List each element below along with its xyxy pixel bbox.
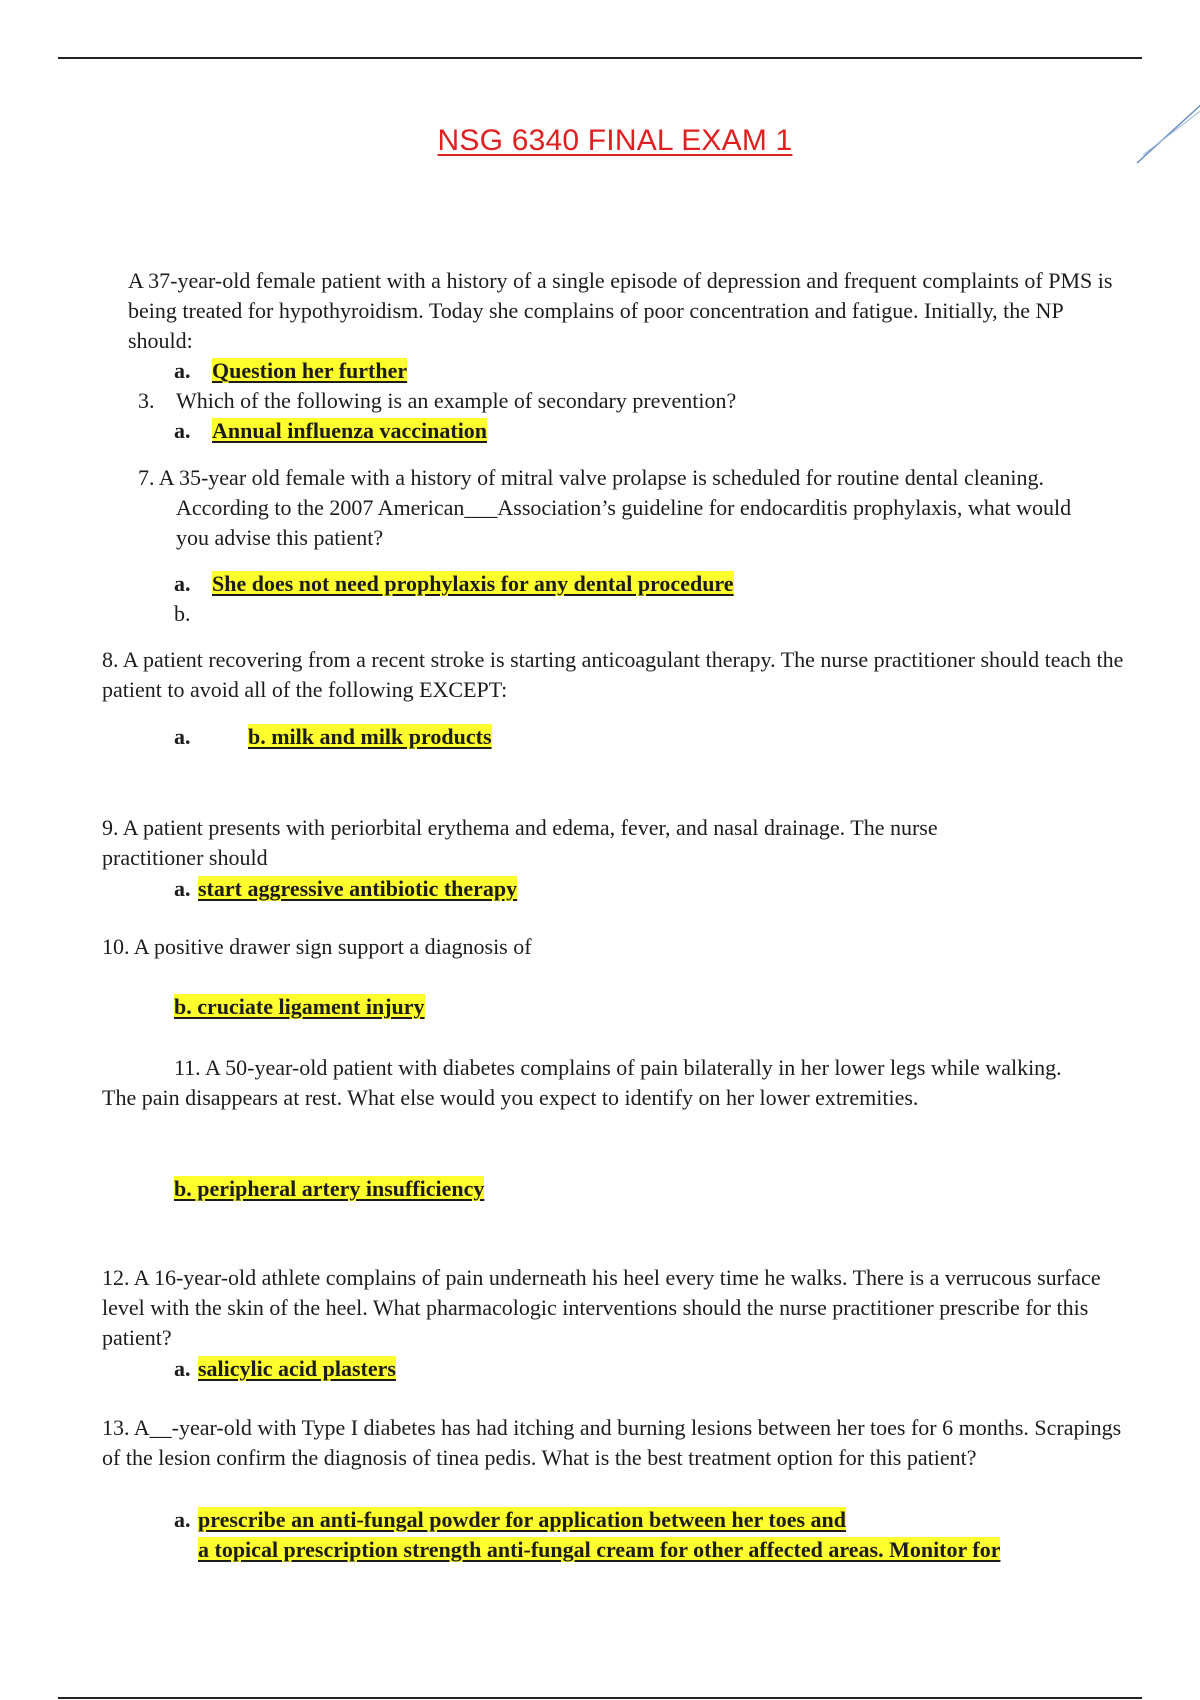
top-rule bbox=[58, 57, 1142, 59]
question-12-text: 12. A 16-year-old athlete complains of pain underneath his heel every time he walks. There is a verrucous surface level with the skin of the heel. What pharmacologic interventions should the nurse practitioner prescribe for this patient? bbox=[102, 1265, 1101, 1350]
question-12-answer: a. salicylic acid plasters bbox=[174, 1356, 396, 1381]
question-11-text: 11. A 50-year-old patient with diabetes complains of pain bilaterally in her lower legs while walking. The pain disappears at rest. What else would you expect to identify on her lower extremities. bbox=[102, 1055, 1062, 1110]
question-3: 3. Which of the following is an example of secondary prevention? bbox=[138, 388, 737, 413]
question-3-answer: a. Annual influenza vaccination bbox=[174, 418, 488, 443]
bottom-rule bbox=[58, 1697, 1142, 1699]
question-11-answer: b. peripheral artery insufficiency bbox=[174, 1176, 485, 1201]
question-7-option-b: b. bbox=[174, 601, 191, 626]
question-10-text: 10. A positive drawer sign support a diagnosis of bbox=[102, 934, 532, 959]
question-7-text: 7. A 35-year old female with a history of mitral valve prolapse is scheduled for routine dental cleaning. According to the 2007 American___Association’s guideline for endocarditis prophylaxis, what would you advise this patient? bbox=[138, 465, 1072, 550]
question-13-answer-line-1: a. prescribe an anti-fungal powder for application between her toes and bbox=[174, 1507, 847, 1532]
question-8-answer: a. b. milk and milk products bbox=[174, 724, 492, 749]
question-13-text: 13. A__-year-old with Type I diabetes has had itching and burning lesions between her toes for 6 months. Scrapings of the lesion confirm the diagnosis of tinea pedis. What is the best treatment option for this patient? bbox=[102, 1415, 1122, 1470]
page-title: NSG 6340 FINAL EXAM 1 bbox=[437, 124, 793, 157]
question-13-answer-line-2: a topical prescription strength anti-fungal cream for other affected areas. Monitor for bbox=[198, 1537, 1001, 1562]
question-10-answer: b. cruciate ligament injury bbox=[174, 994, 425, 1019]
question-1-answer: a. Question her further bbox=[174, 358, 408, 383]
question-1-text: A 37-year-old female patient with a history of a single episode of depression and frequent complaints of PMS is being treated for hypothyroidism. Today she complains of poor concentration and fatigue. Initially, the NP should: bbox=[128, 268, 1113, 353]
question-7-answer: a. She does not need prophylaxis for any dental procedure bbox=[174, 571, 734, 596]
question-9-answer: a. start aggressive antibiotic therapy bbox=[174, 876, 518, 901]
question-9-text: 9. A patient presents with periorbital erythema and edema, fever, and nasal drainage. The nurse practitioner should bbox=[102, 815, 938, 870]
question-8-text: 8. A patient recovering from a recent stroke is starting anticoagulant therapy. The nurse practitioner should teach the patient to avoid all of the following EXCEPT: bbox=[102, 647, 1124, 702]
